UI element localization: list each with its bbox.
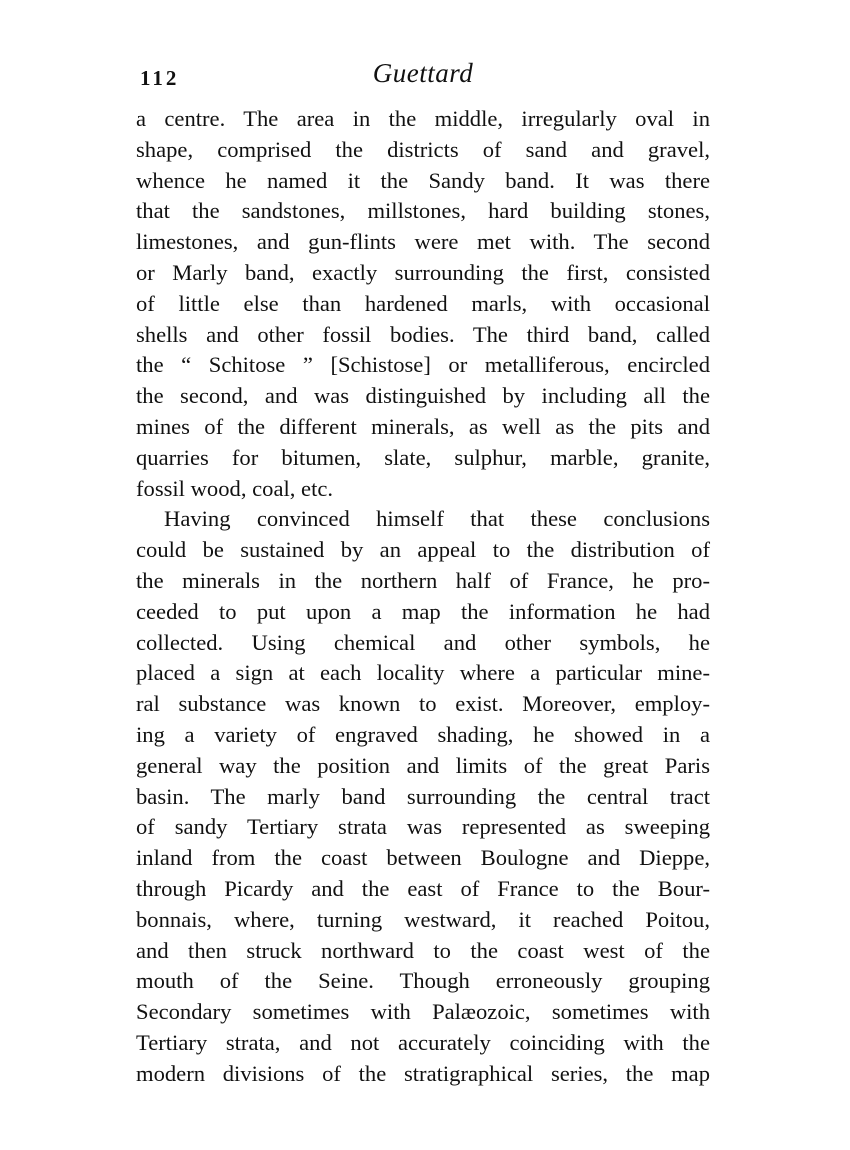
text-line: mouth of the Seine. Though erroneously grouping xyxy=(136,968,710,994)
page-number: 112 xyxy=(140,66,180,90)
text-line: mines of the different minerals, as well as the pits and xyxy=(136,413,710,439)
text-line: Secondary sometimes with Palæozoic, sometimes with xyxy=(136,999,710,1025)
text-line: shape, comprised the districts of sand and gravel, xyxy=(136,136,710,162)
text-line: through Picardy and the east of France to the Bour- xyxy=(136,875,710,901)
text-line: inland from the coast between Boulogne and Dieppe, xyxy=(136,845,710,871)
text-line: ral substance was known to exist. Moreover, employ- xyxy=(136,691,710,717)
text-line: modern divisions of the stratigraphical series, the map xyxy=(136,1060,710,1086)
text-line: of little else than hardened marls, with occasional xyxy=(136,290,710,316)
text-line: limestones, and gun-flints were met with. The second xyxy=(136,229,710,255)
text-line: bonnais, where, turning westward, it reached Poitou, xyxy=(136,906,710,932)
text-line: Tertiary strata, and not accurately coinciding with the xyxy=(136,1029,710,1055)
running-head xyxy=(136,58,710,94)
text-line: ing a variety of engraved shading, he showed in a xyxy=(136,721,710,747)
text-line: collected. Using chemical and other symbols, he xyxy=(136,629,710,655)
text-line: placed a sign at each locality where a particular mine- xyxy=(136,660,710,686)
text-line: a centre. The area in the middle, irregularly oval in xyxy=(136,106,710,131)
text-line: or Marly band, exactly surrounding the first, consisted xyxy=(136,259,710,285)
paragraph-start-line: Having convinced himself that these conclusions xyxy=(164,506,710,532)
text-line: and then struck northward to the coast west of the xyxy=(136,937,710,963)
body-text xyxy=(136,104,710,1090)
text-line: basin. The marly band surrounding the central tract xyxy=(136,783,710,809)
text-line: could be sustained by an appeal to the distribution of xyxy=(136,537,710,563)
text-line: whence he named it the Sandy band. It was there xyxy=(136,167,710,193)
text-line: that the sandstones, millstones, hard building stones, xyxy=(136,198,710,224)
text-line: the “ Schitose ” [Schistose] or metalliferous, encircled xyxy=(136,352,710,378)
text-line: shells and other fossil bodies. The third band, called xyxy=(136,321,710,347)
text-line: the minerals in the northern half of France, he pro- xyxy=(136,567,710,593)
text-line: ceeded to put upon a map the information he had xyxy=(136,598,710,624)
running-title: Guettard xyxy=(372,58,474,88)
text-line: quarries for bitumen, slate, sulphur, marble, granite, xyxy=(136,444,710,470)
text-line: general way the position and limits of the great Paris xyxy=(136,752,710,778)
text-line: of sandy Tertiary strata was represented as sweeping xyxy=(136,814,710,840)
text-line: the second, and was distinguished by including all the xyxy=(136,383,710,409)
paragraph-end-line: fossil wood, coal, etc. xyxy=(136,475,334,501)
